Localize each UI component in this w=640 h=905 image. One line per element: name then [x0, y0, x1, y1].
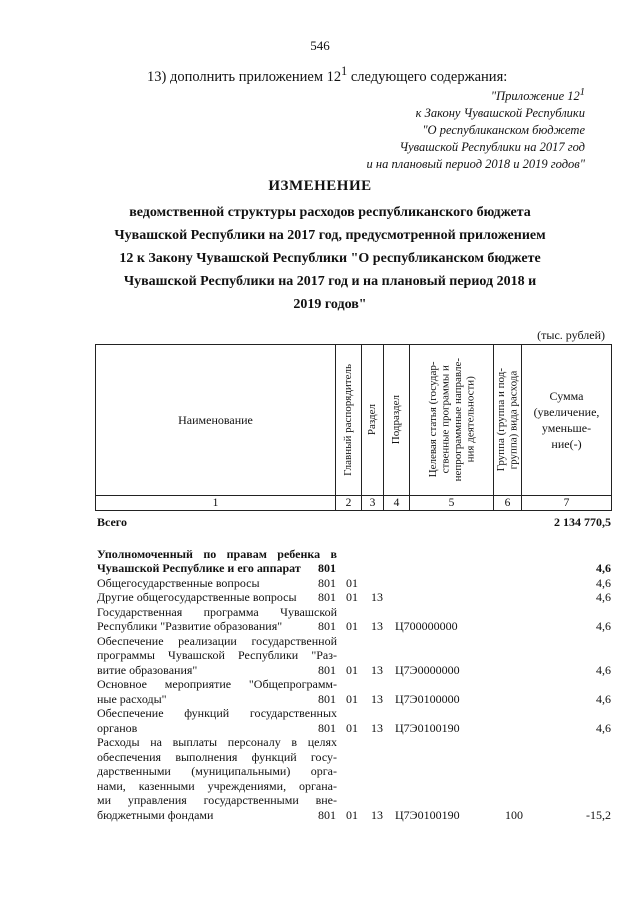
annex-line-3: "О республиканском бюджете [422, 123, 585, 138]
budget-table-header [95, 344, 612, 511]
table-row [97, 634, 611, 678]
row-main-manager: 801 [318, 590, 336, 604]
row-sum: 4,6 [596, 662, 611, 677]
row-target-article: Ц7Э0100190 [395, 807, 460, 822]
row-subsection: 13 [371, 590, 383, 604]
col-number-2: 2 [336, 496, 362, 511]
annex-line-1: "Приложение 12 [490, 89, 580, 104]
annex-reference [367, 84, 585, 173]
col-number-7: 7 [522, 496, 612, 511]
row-sum: 4,6 [596, 619, 611, 633]
row-subsection: 13 [371, 807, 383, 822]
intro-text-before: 13) дополнить приложением 12 [147, 68, 342, 85]
units-label: (тыс. рублей) [537, 328, 605, 342]
document-title: ИЗМЕНЕНИЕ [268, 178, 372, 194]
row-target-article: Ц7Э0100190 [395, 720, 460, 735]
row-sum: 4,6 [596, 691, 611, 706]
row-name: Основное мероприятие "Общепрограмм- ные расходы" [97, 677, 337, 706]
intro-superscript: 1 [341, 64, 348, 78]
row-sum: 4,6 [596, 590, 611, 604]
row-sum: 4,6 [596, 720, 611, 735]
row-section: 01 [346, 590, 358, 604]
row-subsection: 13 [371, 662, 383, 677]
document-subtitle: ведомственной структуры расходов республиканского бюджета Чувашской Республики на 2017 год, предусмотренной приложением 12 к Закону Чувашской Республики "О республиканском бюджете Чувашской Республики на 2017 год и на плановый период 2018 и 2019 годов" [114, 205, 546, 312]
row-target-article: Ц7Э0100000 [395, 691, 460, 706]
header-target-article: Целевая статья (государ- ственные программы и непрограммные направле- ния деятельности) [410, 345, 494, 496]
row-sum: 4,6 [596, 575, 611, 590]
col-number-5: 5 [410, 496, 494, 511]
row-name: Другие общегосударственные вопросы [97, 590, 297, 604]
row-main-manager: 801 [318, 561, 336, 575]
row-subsection: 13 [371, 619, 383, 633]
header-expense-group: Группа (группа и под- группа) вида расхода [494, 345, 522, 496]
row-main-manager: 801 [318, 575, 336, 590]
annex-line-2: к Закону Чувашской Республики [415, 106, 585, 121]
header-main-manager: Главный распорядитель [336, 345, 362, 496]
col-number-1: 1 [96, 496, 336, 511]
annex-line-5: и на плановый период 2018 и 2019 годов" [366, 157, 585, 172]
row-sum: -15,2 [586, 807, 611, 822]
table-row [97, 590, 611, 605]
page-number: 546 [310, 38, 330, 53]
table-row [97, 677, 611, 706]
row-main-manager: 801 [318, 720, 336, 735]
row-main-manager: 801 [318, 691, 336, 706]
total-amount: 2 134 770,5 [554, 515, 611, 529]
row-section: 01 [346, 691, 358, 706]
table-row [97, 547, 611, 576]
row-name: Обеспечение реализации государственной программы Чувашской Республики "Раз- витие образования" [97, 633, 337, 677]
row-main-manager: 801 [318, 807, 336, 822]
intro-text [147, 64, 507, 86]
col-number-6: 6 [494, 496, 522, 511]
table-row-total: Всего 2 134 770,5 [97, 515, 611, 529]
row-subsection: 13 [371, 691, 383, 706]
row-name: Обеспечение функций государственных органов [97, 706, 337, 735]
table-row [97, 605, 611, 634]
row-target-article: Ц700000000 [395, 619, 458, 633]
header-sum: Сумма (увеличение, уменьше- ние(-) [522, 345, 612, 496]
row-target-article: Ц7Э0000000 [395, 662, 460, 677]
row-name: Уполномоченный по правам ребенка в Чувашской Республике и его аппарат [97, 546, 337, 575]
intro-text-after: следующего содержания: [347, 68, 508, 85]
col-number-3: 3 [362, 496, 384, 511]
row-section: 01 [346, 662, 358, 677]
row-section: 01 [346, 619, 358, 633]
header-section: Раздел [362, 345, 384, 496]
header-name: Наименование [96, 345, 336, 496]
table-row [97, 576, 611, 591]
row-expense-group: 100 [505, 807, 523, 822]
row-main-manager: 801 [318, 662, 336, 677]
row-section: 01 [346, 720, 358, 735]
table-row [97, 706, 611, 735]
row-section: 01 [346, 807, 358, 822]
annex-line-4: Чувашской Республики на 2017 год [399, 140, 585, 155]
row-name: Общегосударственные вопросы [97, 575, 260, 590]
row-subsection: 13 [371, 720, 383, 735]
row-name: Государственная программа Чувашской Республики "Развитие образования" [97, 604, 337, 633]
table-row [97, 735, 611, 822]
row-main-manager: 801 [318, 619, 336, 633]
annex-superscript: 1 [579, 87, 585, 98]
row-name: Расходы на выплаты персоналу в целях обеспечения выполнения функций госу- дарственными (муниципальными) орга- нами, казенными учреждениями, органа- ми управления государственными вне- бюджетными фондами [97, 735, 337, 822]
budget-table-body [97, 515, 611, 822]
row-sum: 4,6 [596, 561, 611, 575]
header-subsection: Подраздел [384, 345, 410, 496]
row-section: 01 [346, 575, 358, 590]
col-number-4: 4 [384, 496, 410, 511]
